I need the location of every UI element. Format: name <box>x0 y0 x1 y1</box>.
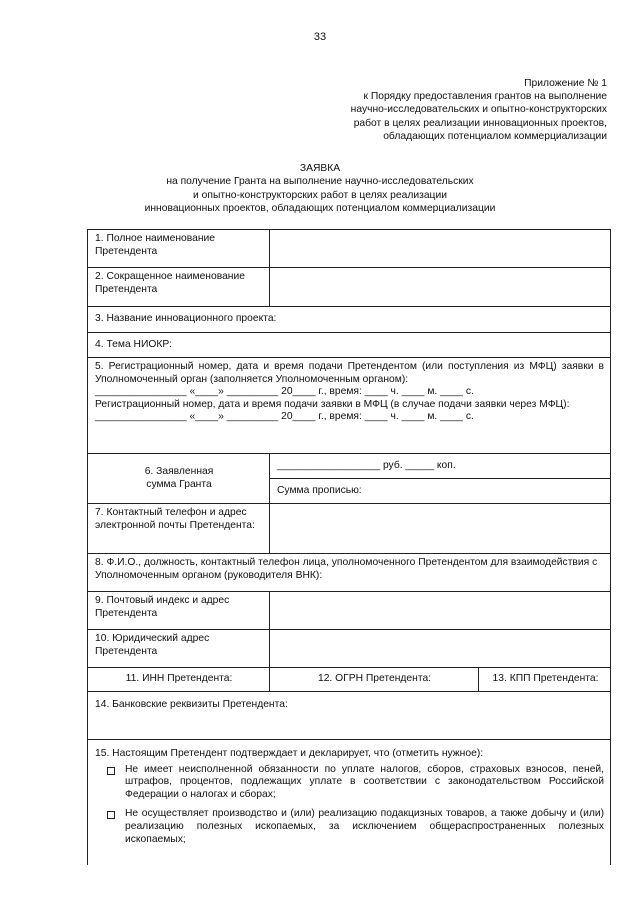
form-row-ids <box>88 668 611 692</box>
form-row-contacts <box>88 504 611 554</box>
document-title <box>0 162 640 216</box>
label-full-name: 1. Полное наименование Претендента <box>88 230 270 268</box>
registration-mfc-intro: Регистрационный номер, дата и время подачи заявки в МФЦ (в случае подачи заявки через МФЦ): <box>95 398 570 410</box>
declaration-checkbox[interactable] <box>107 767 115 775</box>
form-row-bank-details <box>88 692 611 740</box>
form-row-postal-address <box>88 592 611 630</box>
label-authorized-person: 8. Ф.И.О., должность, контактный телефон лица, уполномоченного Претендентом для взаимодействия с Уполномоченным органом (руководителя ВНК): <box>95 557 598 581</box>
field-ogrn[interactable] <box>270 668 479 692</box>
field-declaration <box>88 740 611 865</box>
label-project-name: 3. Название инновационного проекта: <box>95 313 277 325</box>
field-legal-address[interactable] <box>270 630 611 668</box>
title-line: инновационных проектов, обладающих потенциалом коммерциализации <box>144 203 496 215</box>
appendix-line: работ в целях реализации инновационных проектов, <box>353 117 607 129</box>
appendix-line: обладающих потенциалом коммерциализации <box>383 130 607 142</box>
form-row-full-name <box>88 230 611 268</box>
label-short-name: 2. Сокращенное наименование Претендента <box>88 268 270 307</box>
form-row-registration <box>88 358 611 454</box>
field-authorized-person[interactable] <box>88 554 611 592</box>
field-full-name[interactable] <box>270 230 611 268</box>
label-inn: 11. ИНН Претендента: <box>125 673 233 685</box>
form-row-legal-address <box>88 630 611 668</box>
grant-in-words-label: Сумма прописью: <box>277 484 362 496</box>
form-row-authorized-person <box>88 554 611 592</box>
field-short-name[interactable] <box>270 268 611 307</box>
page-number: 33 <box>313 31 327 43</box>
appendix-line: научно-исследовательских и опытно-конструкторских <box>350 104 607 116</box>
registration-line-1: ________________ «____» _________ 20____ г., время: ____ ч. ____ м. ____ с. <box>95 386 474 398</box>
appendix-line: к Порядку предоставления грантов на выполнение <box>363 91 607 103</box>
field-grant-in-words[interactable] <box>270 479 611 504</box>
field-postal-address[interactable] <box>270 592 611 630</box>
declaration-checkbox[interactable] <box>107 811 115 819</box>
title-line: на получение Гранта на выполнение научно-исследовательских <box>166 176 474 188</box>
registration-intro: 5. Регистрационный номер, дата и время подачи Претендентом (или поступления из МФЦ) заявки в Уполномоченный орган (заполняется Уполномоченным органом): <box>95 361 605 385</box>
field-contacts[interactable] <box>270 504 611 554</box>
label-ogrn: 12. ОГРН Претендента: <box>317 673 432 685</box>
form-row-grant-amount <box>88 454 611 479</box>
field-research-topic[interactable] <box>88 333 611 358</box>
grant-amount-line: __________________ руб. _____ коп. <box>277 459 456 471</box>
declaration-item <box>95 764 604 802</box>
label-bank-details: 14. Банковские реквизиты Претендента: <box>95 699 288 710</box>
registration-line-2: ________________ «____» _________ 20____ г., время: ____ ч. ____ м. ____ с. <box>95 411 474 423</box>
label-research-topic: 4. Тема НИОКР: <box>95 338 172 350</box>
field-kpp[interactable] <box>479 668 611 692</box>
grant-label-line: сумма Гранта <box>146 478 212 490</box>
label-legal-address: 10. Юридический адрес Претендента <box>88 630 270 668</box>
label-grant-amount <box>88 454 270 504</box>
field-registration[interactable] <box>88 358 611 454</box>
field-inn[interactable] <box>88 668 270 692</box>
declaration-item <box>95 808 604 846</box>
label-kpp: 13. КПП Претендента: <box>492 673 599 685</box>
field-grant-amount[interactable] <box>270 454 611 479</box>
form-row-short-name <box>88 268 611 307</box>
appendix-header <box>277 77 607 143</box>
form-row-declaration <box>88 740 611 865</box>
appendix-line: Приложение № 1 <box>524 78 607 89</box>
label-contacts: 7. Контактный телефон и адрес электронной почты Претендента: <box>88 504 270 554</box>
form-row-research-topic <box>88 333 611 358</box>
application-form <box>87 229 611 865</box>
title-line: и опытно-конструкторских работ в целях реализации <box>193 189 447 201</box>
title-heading: ЗАЯВКА <box>299 163 341 174</box>
field-bank-details[interactable] <box>88 692 611 740</box>
declaration-item-text: Не осуществляет производство и (или) реализацию подакцизных товаров, а также добычу и (или) реализацию полезных ископаемых, за исключением общераспространенных полезных ископаемых; <box>125 808 605 845</box>
field-project-name[interactable] <box>88 307 611 333</box>
declaration-item-text: Не имеет неисполненной обязанности по уплате налогов, сборов, страховых взносов, пеней, штрафов, процентов, подлежащих уплате в соответствии с законодательством Российской Федерации о налогах и сборах; <box>125 763 605 800</box>
grant-label-line: 6. Заявленная <box>144 465 214 477</box>
declaration-intro: 15. Настоящим Претендент подтверждает и декларирует, что (отметить нужное): <box>95 748 484 759</box>
label-postal-address: 9. Почтовый индекс и адрес Претендента <box>88 592 270 630</box>
form-row-project-name <box>88 307 611 333</box>
